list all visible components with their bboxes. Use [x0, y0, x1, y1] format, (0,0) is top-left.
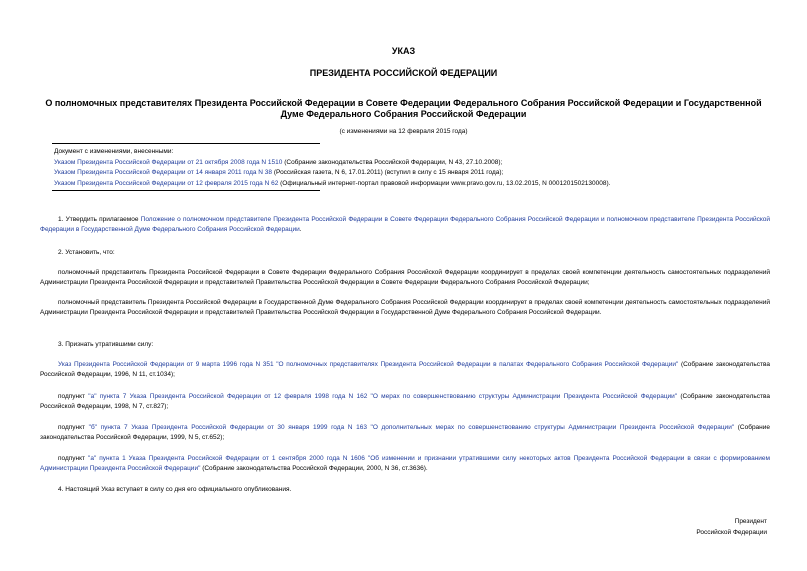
signature-subtitle: Российской Федерации — [696, 528, 767, 536]
change-item — [54, 168, 774, 179]
regulation-link[interactable]: Положение о полномочном представителе Президента Российской Федерации в Совете Федерации Федерального Собрания Российской Федерации и полномочном представителе Президента Российской Федерации в Государственной Думе Федерального Собрания Российской Федерации — [40, 216, 771, 233]
changes-intro: Документ с изменениями, внесенными: — [54, 148, 174, 155]
repealed-act-link-2[interactable]: "а" пункта 7 Указа Президента Российской Федерации от 12 февраля 1998 года N 162 "О мерах по совершенствованию структуры Администрации Президента Российской Федерации" — [88, 393, 678, 400]
change-source-1: (Собрание законодательства Российской Федерации, N 43, 27.10.2008); — [282, 158, 503, 166]
repealed-act-link-1[interactable]: Указ Президента Российской Федерации от 9 марта 1996 года N 351 "О полномочных представителях Президента Российской Федерации в палатах Федерального Собрания Российской Федерации" — [58, 361, 679, 368]
paragraph-4: 4. Настоящий Указ вступает в силу со дня его официального опубликования. — [58, 486, 292, 493]
paragraph-3b: подпункт "а" пункта 7 Указа Президента Российской Федерации от 12 февраля 1998 года N 162 "О мерах по совершенствованию структуры Администрации Президента Российской Федерации" (Собрание законодательства Российской Федерации, 1998, N 7, ст.827); — [40, 393, 770, 410]
change-link-3[interactable]: Указом Президента Российской Федерации от 12 февраля 2015 года N 62 — [54, 180, 279, 188]
paragraph-3: 3. Признать утратившими силу: — [58, 341, 154, 348]
paragraph-3d: подпункт "а" пункта 1 Указа Президента Российской Федерации от 1 сентября 2000 года N 1606 "Об изменении и признании утратившими силу некоторых актов Президента Российской Федерации в связи с формированием Администрации Президента Российской Федерации" (Собрание законодательства Российской Федерации, 2000, N 36, ст.3636). — [40, 455, 770, 472]
paragraph-3a: Указ Президента Российской Федерации от 9 марта 1996 года N 351 "О полномочных представителях Президента Российской Федерации в палатах Федерального Собрания Российской Федерации" (Собрание законодательства Российской Федерации, 1996, N 11, ст.1034); — [40, 361, 770, 378]
change-source-2: (Российская газета, N 6, 17.01.2011) (вступил в силу с 15 января 2011 года); — [272, 169, 504, 177]
change-item — [54, 179, 774, 190]
document-heading: О полномочных представителях Президента Российской Федерации в Совете Федерации Федерального Собрания Российской Федерации и Государственной Думе Федерального Собрания Российской Федерации — [45, 98, 762, 119]
document-type-title: УКАЗ — [391, 46, 416, 56]
issuer-title: ПРЕЗИДЕНТА РОССИЙСКОЙ ФЕДЕРАЦИИ — [309, 68, 498, 78]
paragraph-2: 2. Установить, что: — [58, 249, 115, 256]
signature-title: Президент — [734, 518, 767, 525]
paragraph-2a: полномочный представитель Президента Российской Федерации в Совете Федерации Федерального Собрания Российской Федерации координирует в пределах своей компетенции деятельность самостоятельных подразделений Администрации Президента Российской Федерации и представителей Правительства Российской Федерации в Совете Федерации Федерального Собрания Российской Федерации; — [40, 269, 770, 286]
changes-top-divider — [52, 143, 320, 144]
repealed-act-link-4[interactable]: "а" пункта 1 Указа Президента Российской Федерации от 1 сентября 2000 года N 1606 "Об изменении и признании утратившими силу некоторых актов Президента Российской Федерации в связи с формированием Администрации Президента Российской Федерации" — [40, 455, 770, 472]
paragraph-2b: полномочный представитель Президента Российской Федерации в Государственной Думе Федерального Собрания Российской Федерации координирует в пределах своей компетенции деятельность самостоятельных подразделений Администрации Президента Российской Федерации и представителей Правительства Российской Федерации в Государственной Думе Федерального Собрания Российской Федерации. — [40, 299, 770, 316]
changes-block — [54, 147, 774, 190]
paragraph-1: 1. Утвердить прилагаемое Положение о полномочном представителе Президента Российской Федерации в Совете Федерации Федерального Собрания Российской Федерации и полномочном представителе Президента Российской Федерации в Государственной Думе Федерального Собрания Российской Федерации. — [40, 216, 771, 233]
edition-note: (с изменениями на 12 февраля 2015 года) — [339, 128, 468, 135]
changes-bottom-divider — [52, 190, 320, 191]
signature-block — [567, 517, 767, 538]
change-link-1[interactable]: Указом Президента Российской Федерации от 21 октября 2008 года N 1510 — [54, 158, 283, 166]
change-link-2[interactable]: Указом Президента Российской Федерации от 14 января 2011 года N 38 — [54, 169, 273, 177]
change-item — [54, 158, 774, 169]
repealed-act-link-3[interactable]: "б" пункта 7 Указа Президента Российской Федерации от 30 января 1999 года N 163 "О дополнительных мерах по совершенствованию структуры Администрации Президента Российской Федерации" — [88, 424, 735, 431]
change-source-3: (Официальный интернет-портал правовой информации www.pravo.gov.ru, 13.02.2015, N 0001201502130008). — [278, 180, 611, 188]
paragraph-3c: подпункт "б" пункта 7 Указа Президента Российской Федерации от 30 января 1999 года N 163 "О дополнительных мерах по совершенствованию структуры Администрации Президента Российской Федерации" (Собрание законодательства Российской Федерации, 1999, N 5, ст.652); — [40, 424, 771, 441]
